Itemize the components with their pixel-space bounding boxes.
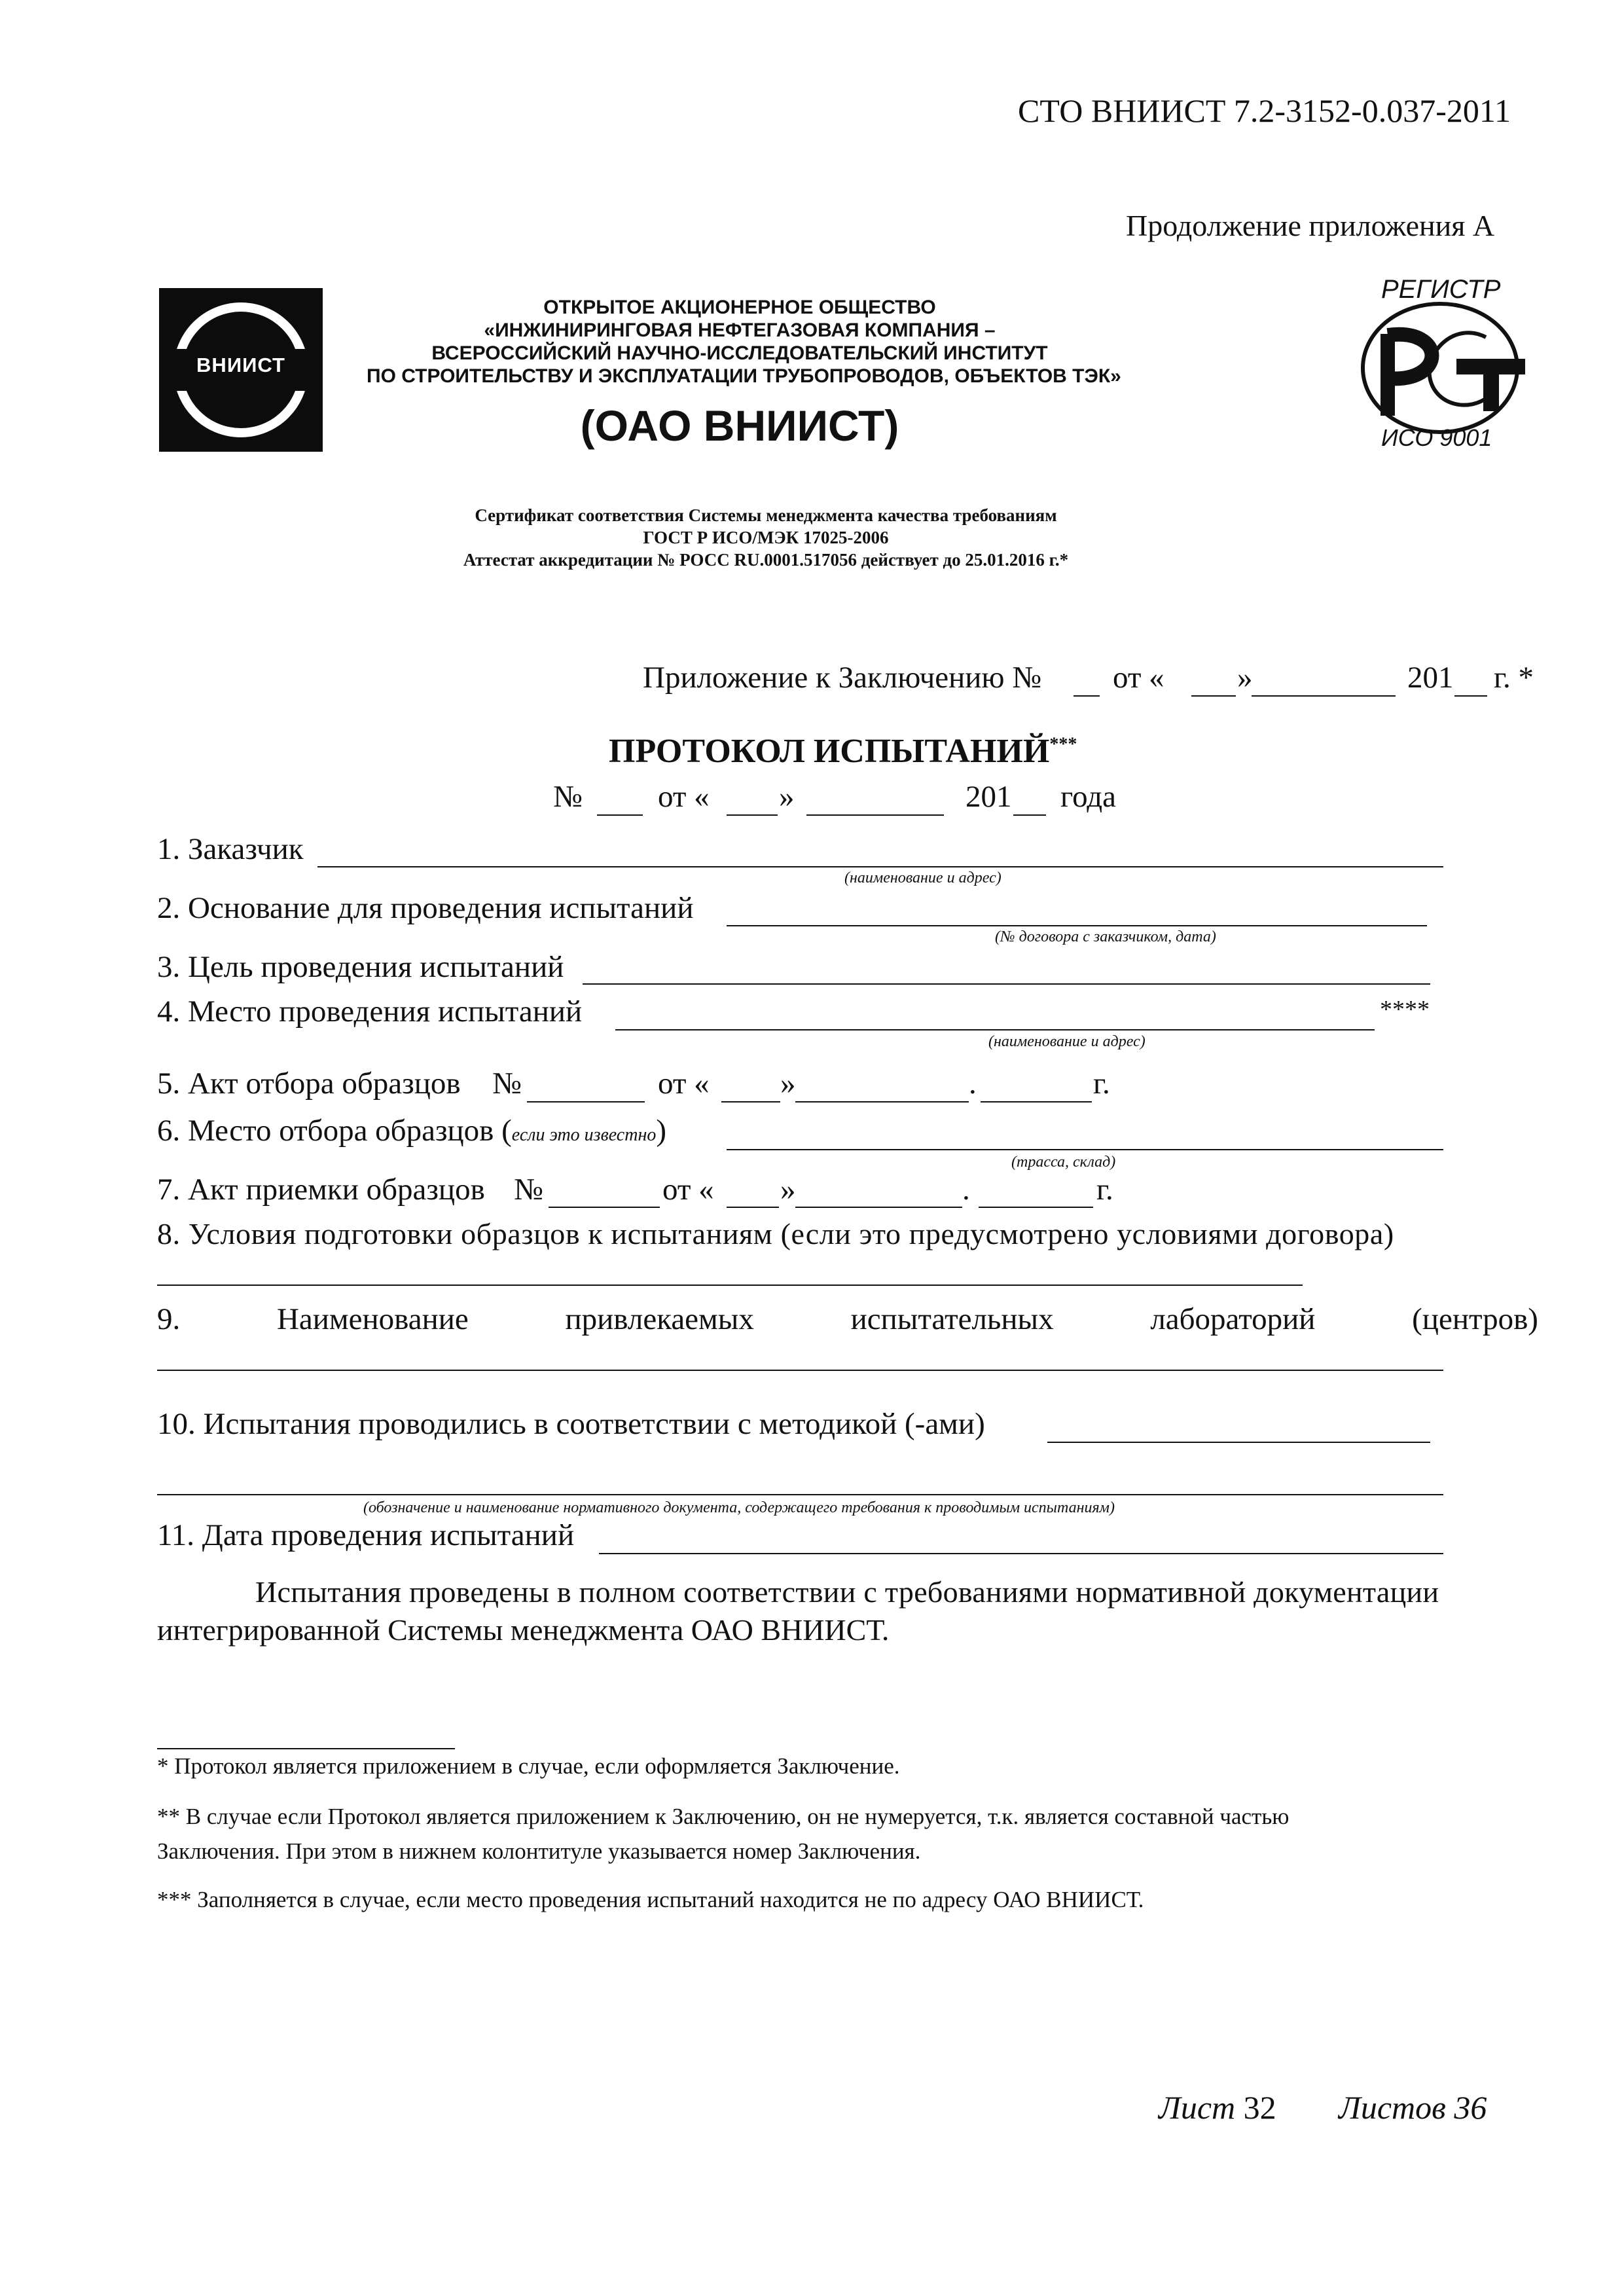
field-2-basis-input[interactable] xyxy=(727,925,1427,926)
footnote-1: * Протокол является приложением в случае, если оформляется Заключение. xyxy=(157,1753,900,1779)
field-9-label xyxy=(157,1302,1538,1337)
footnote-2-line-1: ** В случае если Протокол является приложением к Заключению, он не нумеруется, т.к. является составной частью xyxy=(157,1804,1290,1829)
footer-sheet-number: 32 xyxy=(1243,2089,1276,2126)
certificate-block xyxy=(393,504,1139,571)
field-6-sampling-place-input[interactable] xyxy=(727,1149,1443,1150)
field-5-month-input[interactable] xyxy=(795,1101,969,1102)
seal-top-text: РЕГИСТР xyxy=(1381,275,1501,304)
field-7-number-input[interactable] xyxy=(549,1207,660,1208)
appendix-day-field[interactable] xyxy=(1191,695,1236,697)
certificate-line-2: ГОСТ Р ИСО/МЭК 17025-2006 xyxy=(643,528,889,547)
field-7-year-input[interactable] xyxy=(979,1207,1093,1208)
protocol-month-field[interactable] xyxy=(806,814,944,816)
field-11-label: 11. Дата проведения испытаний xyxy=(157,1518,575,1552)
footnote-2-line-2: Заключения. При этом в нижнем колонтитуле указывается номер Заключения. xyxy=(157,1838,921,1864)
field-4-mark: **** xyxy=(1380,996,1430,1023)
org-line-2: «ИНЖИНИРИНГОВАЯ НЕФТЕГАЗОВАЯ КОМПАНИЯ – xyxy=(484,319,996,341)
field-5-quote: » xyxy=(780,1066,796,1101)
field-7-num: № xyxy=(514,1173,543,1207)
seal-bottom-text: ИСО 9001 xyxy=(1381,424,1492,451)
statement-line-2: интегрированной Системы менеджмента ОАО ВНИИСТ. xyxy=(157,1613,890,1647)
field-6-label-text: 6. Место отбора образцов ( xyxy=(157,1114,512,1148)
field-10-method-input-line-2[interactable] xyxy=(157,1494,1443,1495)
field-7-label: 7. Акт приемки образцов xyxy=(157,1173,485,1207)
field-6-caption: (трасса, склад) xyxy=(1011,1154,1116,1171)
field-5-year-suffix: г. xyxy=(1093,1066,1110,1101)
protocol-number-field[interactable] xyxy=(597,814,643,816)
logo-text: ВНИИСТ xyxy=(196,354,285,376)
field-7-month-input[interactable] xyxy=(795,1207,962,1208)
field-9-w1: 9. xyxy=(157,1302,181,1336)
statement-line-1: Испытания проведены в полном соответствии с требованиями нормативной документации xyxy=(255,1575,1439,1609)
appendix-prefix: Приложение к Заключению № xyxy=(643,661,1042,695)
certificate-line-1: Сертификат соответствия Системы менеджмента качества требованиям xyxy=(475,505,1057,525)
continuation-label: Продолжение приложения А xyxy=(1126,209,1495,242)
registration-seal xyxy=(1348,275,1532,471)
field-10-label: 10. Испытания проводились в соответствии с методикой (-ами) xyxy=(157,1407,985,1441)
footer-sheet-label: Лист xyxy=(1159,2089,1236,2126)
field-5-label: 5. Акт отбора образцов xyxy=(157,1066,461,1101)
field-10-method-input[interactable] xyxy=(1047,1442,1430,1443)
protocol-from: от « xyxy=(658,780,710,814)
footer-sheets-total xyxy=(1339,2088,1487,2126)
field-7-quote: » xyxy=(780,1173,796,1207)
protocol-day-field[interactable] xyxy=(727,814,778,816)
document-code: СТО ВНИИСТ 7.2-3152-0.037-2011 xyxy=(1018,92,1511,129)
appendix-number-field[interactable] xyxy=(1074,695,1100,697)
appendix-year-field[interactable] xyxy=(1454,695,1487,697)
field-9-labs-input[interactable] xyxy=(157,1370,1443,1371)
protocol-title-text: ПРОТОКОЛ ИСПЫТАНИЙ xyxy=(609,733,1050,770)
field-9-w3: привлекаемых xyxy=(565,1302,754,1336)
field-3-purpose-input[interactable] xyxy=(583,983,1430,985)
field-6-label xyxy=(157,1113,666,1148)
protocol-year: 201 xyxy=(965,780,1012,814)
field-5-dot: . xyxy=(969,1066,977,1101)
protocol-title-mark: *** xyxy=(1049,734,1077,755)
field-8-conditions-input[interactable] xyxy=(157,1285,1303,1286)
field-7-dot: . xyxy=(962,1173,970,1207)
field-3-label: 3. Цель проведения испытаний xyxy=(157,950,564,984)
field-5-day-input[interactable] xyxy=(721,1101,780,1102)
field-6-label-close: ) xyxy=(656,1114,666,1148)
certificate-line-3: Аттестат аккредитации № РОСС RU.0001.517056 действует до 25.01.2016 г.* xyxy=(463,550,1069,570)
org-line-4: ПО СТРОИТЕЛЬСТВУ И ЭКСПЛУАТАЦИИ ТРУБОПРОВОДОВ, ОБЪЕКТОВ ТЭК» xyxy=(367,365,1121,387)
field-2-label: 2. Основание для проведения испытаний xyxy=(157,891,694,925)
field-9-w5: лабораторий xyxy=(1150,1302,1316,1336)
appendix-month-field[interactable] xyxy=(1252,695,1396,697)
org-line-1: ОТКРЫТОЕ АКЦИОНЕРНОЕ ОБЩЕСТВО xyxy=(543,297,936,318)
footer-sheets-number: 36 xyxy=(1454,2089,1487,2126)
appendix-year: 201 xyxy=(1407,661,1454,695)
field-5-year-input[interactable] xyxy=(981,1101,1092,1102)
org-short-name: (ОАО ВНИИСТ) xyxy=(580,401,899,450)
field-1-label: 1. Заказчик xyxy=(157,832,304,866)
field-11-date-input[interactable] xyxy=(599,1553,1443,1554)
footnote-separator xyxy=(157,1748,455,1749)
field-5-num: № xyxy=(492,1066,522,1101)
field-7-from: от « xyxy=(662,1173,714,1207)
field-6-label-italic: если это известно xyxy=(511,1125,657,1145)
field-7-year-suffix: г. xyxy=(1096,1173,1113,1207)
field-2-caption: (№ договора с заказчиком, дата) xyxy=(995,928,1216,945)
appendix-quote: » xyxy=(1237,661,1253,695)
field-9-w6: (центров) xyxy=(1412,1302,1538,1336)
appendix-from: от « xyxy=(1113,661,1164,695)
field-1-customer-input[interactable] xyxy=(317,866,1443,867)
field-4-caption: (наименование и адрес) xyxy=(988,1033,1146,1050)
field-1-caption: (наименование и адрес) xyxy=(844,869,1001,886)
org-line-3: ВСЕРОССИЙСКИЙ НАУЧНО-ИССЛЕДОВАТЕЛЬСКИЙ ИНСТИТУТ xyxy=(431,342,1048,364)
vniist-logo xyxy=(159,288,323,452)
field-4-place-input[interactable] xyxy=(615,1029,1375,1030)
protocol-title xyxy=(609,732,1077,771)
field-4-label: 4. Место проведения испытаний xyxy=(157,994,583,1029)
field-8-label: 8. Условия подготовки образцов к испытаниям (если это предусмотрено условиями договора) xyxy=(157,1217,1394,1250)
protocol-year-field[interactable] xyxy=(1013,814,1046,816)
field-5-number-input[interactable] xyxy=(527,1101,645,1102)
footer-sheets-label: Листов xyxy=(1339,2089,1446,2126)
protocol-number-label: № xyxy=(553,780,583,814)
footnote-3: *** Заполняется в случае, если место проведения испытаний находится не по адресу ОАО ВНИИСТ. xyxy=(157,1887,1144,1912)
field-9-w2: Наименование xyxy=(276,1302,469,1336)
protocol-quote: » xyxy=(779,780,795,814)
org-name-block xyxy=(367,296,1121,388)
field-7-day-input[interactable] xyxy=(727,1207,779,1208)
protocol-year-suffix: года xyxy=(1060,780,1117,814)
appendix-year-suffix: г. * xyxy=(1494,661,1534,695)
field-10-caption: (обозначение и наименование нормативного документа, содержащего требования к проводимым испытаниям) xyxy=(363,1499,1115,1516)
footer-sheet xyxy=(1159,2088,1276,2126)
field-9-w4: испытательных xyxy=(850,1302,1054,1336)
field-5-from: от « xyxy=(658,1066,710,1101)
